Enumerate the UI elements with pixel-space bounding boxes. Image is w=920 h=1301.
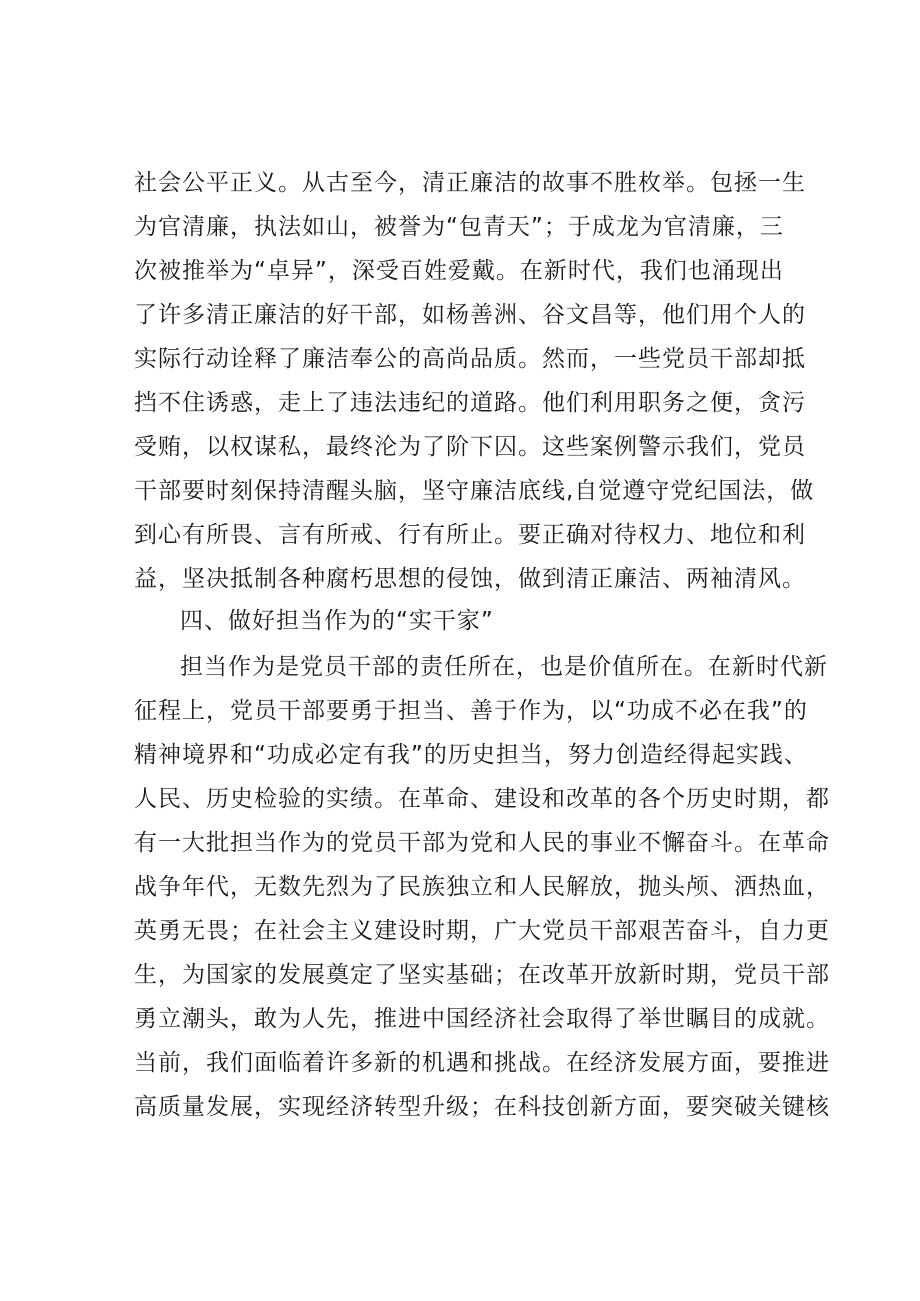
paragraph-line: 有一大批担当作为的党员干部为党和人民的事业不懈奋斗。在革命 bbox=[134, 830, 830, 856]
section-heading: 四、做好担当作为的“实干家” bbox=[180, 608, 494, 634]
paragraph-line: 勇立潮头，敢为人先，推进中国经济社会取得了举世瞩目的成就。 bbox=[134, 1006, 830, 1032]
paragraph-line: 社会公平正义。从古至今，清正廉洁的故事不胜枚举。包拯一生 bbox=[134, 170, 806, 196]
paragraph-line: 为官清廉，执法如山，被誉为“包青天”；于成龙为官清廉，三 bbox=[134, 214, 784, 240]
paragraph-line: 次被推举为“卓异”，深受百姓爱戴。在新时代，我们也涌现出 bbox=[134, 258, 784, 284]
paragraph-line: 英勇无畏；在社会主义建设时期，广大党员干部艰苦奋斗，自力更 bbox=[134, 918, 830, 944]
paragraph-line: 高质量发展，实现经济转型升级；在科技创新方面，要突破关键核 bbox=[134, 1094, 830, 1120]
paragraph-line: 当前，我们面临着许多新的机遇和挑战。在经济发展方面，要推进 bbox=[134, 1050, 830, 1076]
paragraph-line: 实际行动诠释了廉洁奉公的高尚品质。然而，一些党员干部却抵 bbox=[134, 346, 806, 372]
paragraph-line: 了许多清正廉洁的好干部，如杨善洲、谷文昌等，他们用个人的 bbox=[134, 302, 806, 328]
paragraph-line: 战争年代，无数先烈为了民族独立和人民解放，抛头颅、洒热血， bbox=[134, 874, 830, 900]
paragraph-line: 生，为国家的发展奠定了坚实基础；在改革开放新时期，党员干部 bbox=[134, 962, 830, 988]
paragraph-line: 精神境界和“功成必定有我”的历史担当，努力创造经得起实践、 bbox=[134, 742, 808, 768]
paragraph-line: 征程上，党员干部要勇于担当、善于作为，以“功成不必在我”的 bbox=[134, 698, 808, 724]
paragraph-line: 到心有所畏、言有所戒、行有所止。要正确对待权力、地位和利 bbox=[134, 522, 806, 548]
paragraph-line: 干部要时刻保持清醒头脑，坚守廉洁底线,自觉遵守党纪国法，做 bbox=[134, 478, 815, 504]
paragraph-line: 挡不住诱惑，走上了违法违纪的道路。他们利用职务之便，贪污 bbox=[134, 390, 806, 416]
paragraph-line: 受贿，以权谋私，最终沦为了阶下囚。这些案例警示我们，党员 bbox=[134, 434, 806, 460]
paragraph-line: 益，坚决抵制各种腐朽思想的侵蚀，做到清正廉洁、两袖清风。 bbox=[134, 566, 806, 592]
paragraph-line: 担当作为是党员干部的责任所在，也是价值所在。在新时代新 bbox=[180, 654, 828, 680]
paragraph-line: 人民、历史检验的实绩。在革命、建设和改革的各个历史时期，都 bbox=[134, 786, 830, 812]
